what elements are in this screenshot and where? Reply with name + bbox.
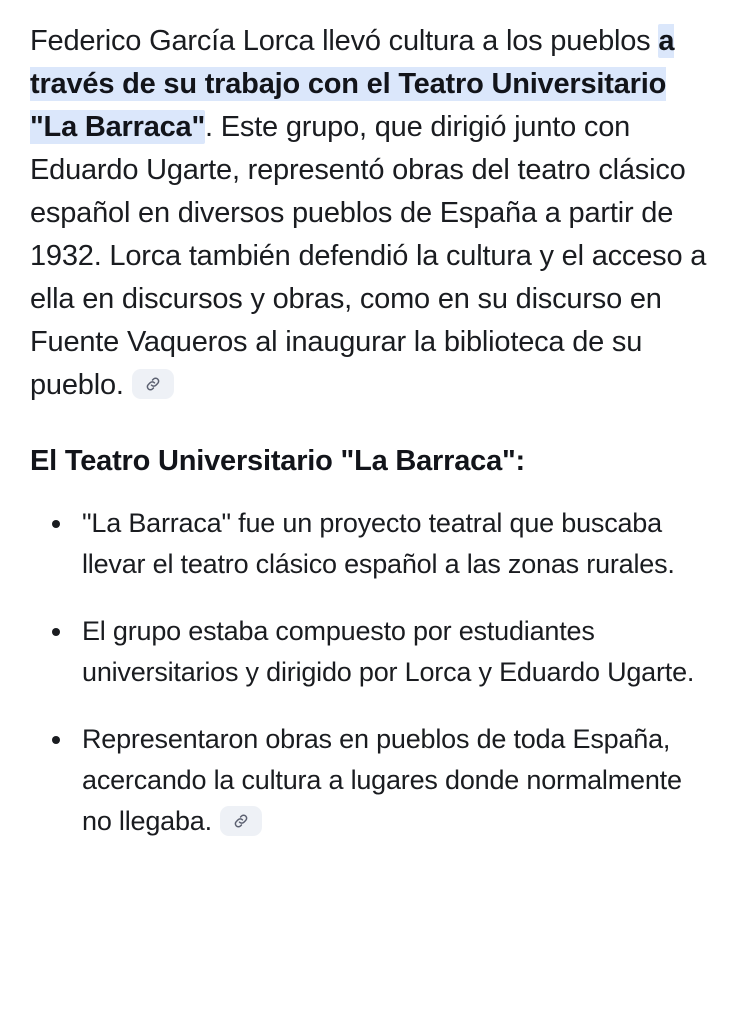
list-item-text: "La Barraca" fue un proyecto teatral que buscaba llevar el teatro clásico español a las zonas rurales. xyxy=(82,508,675,579)
list-item xyxy=(30,503,711,585)
paragraph-lead-text: Federico García Lorca llevó cultura a los pueblos xyxy=(30,25,659,57)
bullet-dot-icon xyxy=(52,736,60,744)
intro-paragraph xyxy=(30,20,711,407)
section-title: El Teatro Universitario "La Barraca": xyxy=(30,445,526,477)
link-icon[interactable] xyxy=(220,806,262,836)
bullet-dot-icon xyxy=(52,520,60,528)
list-item xyxy=(30,719,711,842)
link-icon[interactable] xyxy=(132,369,174,399)
paragraph-rest-text: . Este grupo, que dirigió junto con Eduardo Ugarte, representó obras del teatro clásico español en diversos pueblos de España a partir de 1932. Lorca también defendió la cultura y el acceso a ella en discursos y obras, como en su discurso en Fuente Vaqueros al inaugurar la biblioteca de su pueblo. xyxy=(30,111,707,401)
bullet-dot-icon xyxy=(52,628,60,636)
highlighted-phrase: a través de su trabajo con el Teatro Universitario "La Barraca" xyxy=(30,25,675,143)
list-item-text: Representaron obras en pueblos de toda España, acercando la cultura a lugares donde normalmente no llegaba. xyxy=(82,724,682,836)
list-item-text: El grupo estaba compuesto por estudiantes universitarios y dirigido por Lorca y Eduardo Ugarte. xyxy=(82,616,695,687)
bullet-list xyxy=(30,503,711,842)
list-item xyxy=(30,611,711,693)
